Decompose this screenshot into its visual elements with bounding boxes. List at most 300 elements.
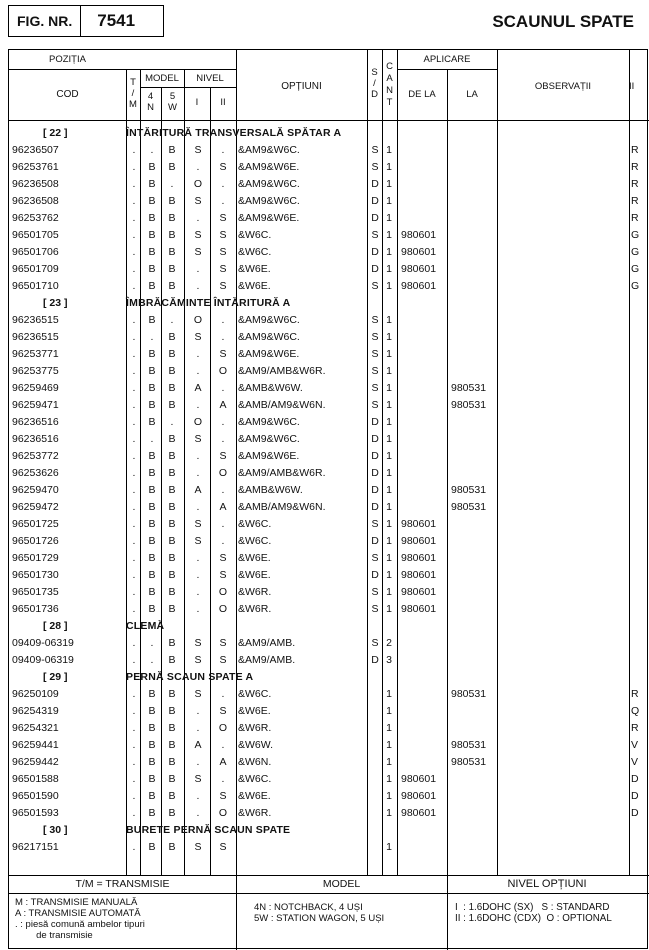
model-5w-cell: B [168, 229, 176, 241]
table-row [9, 686, 649, 703]
table-row [9, 652, 649, 669]
model-5w-cell: B [168, 399, 176, 411]
legend-tm-line: A : TRANSMISIE AUTOMATĂ [15, 908, 141, 919]
transmission-cell: . [132, 603, 136, 615]
table-row [9, 329, 649, 346]
table-row [9, 142, 649, 159]
applies-to-cell: 980531 [451, 399, 487, 411]
table-row [9, 244, 649, 261]
header-4n-digit: 4 [147, 91, 154, 102]
options-cell: &W6N. [238, 756, 272, 768]
quantity-cell: 1 [386, 144, 392, 156]
group-description: CLEMĂ [126, 620, 165, 632]
part-code: 96253772 [12, 450, 59, 462]
options-cell: &W6R. [238, 603, 272, 615]
level-i-cell: O [193, 178, 203, 190]
side-cell: S [371, 399, 379, 411]
quantity-cell: 1 [386, 365, 392, 377]
level-ii-cell: O [218, 722, 228, 734]
legend-nivel-text [455, 902, 612, 924]
header-sd [367, 67, 382, 100]
model-5w-cell: B [168, 722, 176, 734]
applies-from-cell: 980601 [401, 246, 437, 258]
figure-number-box [8, 5, 164, 37]
level-i-cell: A [194, 484, 202, 496]
model-5w-cell: B [168, 161, 176, 173]
parts-table [8, 49, 648, 949]
transmission-cell: . [132, 807, 136, 819]
group-description: ÎMBRĂCĂMINTE ÎNTĂRITURĂ A [126, 297, 291, 309]
options-cell: &AM9&W6C. [238, 178, 300, 190]
transmission-cell: . [132, 552, 136, 564]
quantity-cell: 1 [386, 399, 392, 411]
model-5w-cell: B [168, 552, 176, 564]
table-row [9, 754, 649, 771]
remarks-cell: Q [631, 705, 640, 717]
table-row [9, 703, 649, 720]
model-5w-cell: B [168, 144, 176, 156]
part-code: 96217151 [12, 841, 59, 853]
group-number: [ 30 ] [43, 824, 68, 836]
level-i-cell: . [196, 756, 200, 768]
part-code: 96253771 [12, 348, 59, 360]
table-row [9, 176, 649, 193]
part-code: 09409-06319 [12, 654, 74, 666]
quantity-cell: 1 [386, 246, 392, 258]
options-cell: &W6C. [238, 518, 272, 530]
side-cell: S [371, 382, 379, 394]
side-cell: S [371, 365, 379, 377]
transmission-cell: . [132, 450, 136, 462]
side-cell: D [371, 501, 379, 513]
part-code: 96259442 [12, 756, 59, 768]
transmission-cell: . [132, 467, 136, 479]
quantity-cell: 1 [386, 688, 392, 700]
part-code: 96254321 [12, 722, 59, 734]
quantity-cell: 1 [386, 535, 392, 547]
header-tm-m: M [129, 99, 137, 110]
quantity-cell: 1 [386, 280, 392, 292]
table-row [9, 839, 649, 856]
options-cell: &AM9&W6E. [238, 450, 300, 462]
quantity-cell: 1 [386, 314, 392, 326]
transmission-cell: . [132, 178, 136, 190]
group-number: [ 23 ] [43, 297, 68, 309]
model-4n-cell: . [150, 331, 154, 343]
model-5w-cell: B [168, 365, 176, 377]
level-i-cell: . [196, 348, 200, 360]
model-5w-cell: . [170, 416, 174, 428]
remarks-cell: G [631, 280, 640, 292]
level-ii-cell: A [219, 501, 227, 513]
table-row [9, 567, 649, 584]
part-code: 96259470 [12, 484, 59, 496]
side-cell: S [371, 518, 379, 530]
table-row [9, 414, 649, 431]
transmission-cell: . [132, 331, 136, 343]
model-4n-cell: B [148, 501, 156, 513]
part-code: 96501736 [12, 603, 59, 615]
header-cant-n: N [386, 85, 393, 96]
group-header-row [9, 125, 649, 142]
applies-from-cell: 980601 [401, 535, 437, 547]
side-cell: S [371, 331, 379, 343]
level-ii-cell: O [218, 807, 228, 819]
table-row [9, 159, 649, 176]
side-cell: D [371, 484, 379, 496]
table-row [9, 635, 649, 652]
part-code: 96501593 [12, 807, 59, 819]
quantity-cell: 1 [386, 348, 392, 360]
transmission-cell: . [132, 773, 136, 785]
level-i-cell: S [194, 433, 202, 445]
model-4n-cell: B [148, 722, 156, 734]
part-code: 96254319 [12, 705, 59, 717]
table-row [9, 193, 649, 210]
header-cant-c: C [386, 61, 393, 72]
header-rule [140, 87, 236, 88]
part-code: 96501729 [12, 552, 59, 564]
level-i-cell: A [194, 739, 202, 751]
table-row [9, 261, 649, 278]
level-i-cell: S [194, 229, 202, 241]
options-cell: &AM9&W6E. [238, 161, 300, 173]
model-5w-cell: B [168, 739, 176, 751]
model-4n-cell: B [148, 705, 156, 717]
model-5w-cell: B [168, 603, 176, 615]
header-tm-t: T [130, 77, 136, 88]
level-ii-cell: S [219, 212, 227, 224]
model-4n-cell: B [148, 739, 156, 751]
model-4n-cell: B [148, 773, 156, 785]
group-description: ÎNTĂRITURĂ TRANSVERSALĂ SPĂTAR A [126, 127, 342, 139]
remarks-cell: G [631, 229, 640, 241]
options-cell: &AM9&W6C. [238, 195, 300, 207]
transmission-cell: . [132, 637, 136, 649]
header-observatii: OBSERVAȚII [534, 81, 592, 92]
model-4n-cell: B [148, 280, 156, 292]
level-ii-cell: O [218, 467, 228, 479]
transmission-cell: . [132, 399, 136, 411]
model-4n-cell: B [148, 790, 156, 802]
model-5w-cell: B [168, 535, 176, 547]
model-5w-cell: B [168, 246, 176, 258]
header-optiuni: OPȚIUNI [281, 81, 322, 92]
model-4n-cell: B [148, 178, 156, 190]
quantity-cell: 1 [386, 705, 392, 717]
remarks-cell: R [631, 161, 639, 173]
group-description: PERNĂ SCAUN SPATE A [126, 671, 254, 683]
header-model: MODEL [145, 73, 179, 84]
table-row [9, 465, 649, 482]
side-cell: S [371, 637, 379, 649]
quantity-cell: 1 [386, 790, 392, 802]
level-i-cell: O [193, 416, 203, 428]
level-i-cell: . [196, 365, 200, 377]
side-cell: S [371, 603, 379, 615]
quantity-cell: 1 [386, 161, 392, 173]
header-5w-digit: 5 [169, 91, 176, 102]
quantity-cell: 1 [386, 569, 392, 581]
header-last-col: II [629, 81, 635, 92]
part-code: 96259472 [12, 501, 59, 513]
transmission-cell: . [132, 586, 136, 598]
applies-to-cell: 980531 [451, 756, 487, 768]
level-ii-cell: S [219, 280, 227, 292]
side-cell: D [371, 467, 379, 479]
applies-from-cell: 980601 [401, 807, 437, 819]
part-code: 96501730 [12, 569, 59, 581]
header-rule [9, 120, 649, 121]
group-header-row [9, 295, 649, 312]
level-ii-cell: S [219, 229, 227, 241]
applies-to-cell: 980531 [451, 501, 487, 513]
level-i-cell: . [196, 212, 200, 224]
header-tm-slash: / [131, 88, 135, 99]
remarks-cell: D [631, 807, 639, 819]
level-ii-cell: . [221, 518, 225, 530]
header-nivel-i: I [195, 97, 199, 108]
options-cell: &AMB&W6W. [238, 484, 303, 496]
level-ii-cell: S [219, 705, 227, 717]
header-rule [397, 69, 497, 70]
part-code: 96501726 [12, 535, 59, 547]
applies-from-cell: 980601 [401, 586, 437, 598]
side-cell: S [371, 314, 379, 326]
header-aplicare: APLICARE [423, 54, 471, 65]
level-i-cell: . [196, 552, 200, 564]
table-row [9, 482, 649, 499]
model-4n-cell: B [148, 688, 156, 700]
quantity-cell: 1 [386, 722, 392, 734]
model-5w-cell: . [170, 178, 174, 190]
model-4n-cell: B [148, 467, 156, 479]
level-ii-cell: . [221, 314, 225, 326]
group-description: BURETE PERNĂ SCAUN SPATE [126, 824, 291, 836]
applies-from-cell: 980601 [401, 518, 437, 530]
part-code: 96501588 [12, 773, 59, 785]
level-ii-cell: S [219, 841, 227, 853]
applies-from-cell: 980601 [401, 263, 437, 275]
legend-tm-text [15, 897, 145, 941]
model-5w-cell: B [168, 433, 176, 445]
part-code: 96253775 [12, 365, 59, 377]
part-code: 09409-06319 [12, 637, 74, 649]
transmission-cell: . [132, 739, 136, 751]
level-ii-cell: S [219, 246, 227, 258]
model-4n-cell: B [148, 807, 156, 819]
transmission-cell: . [132, 484, 136, 496]
model-4n-cell: B [148, 416, 156, 428]
remarks-cell: V [631, 739, 639, 751]
header-nivel-ii: II [220, 97, 226, 108]
model-4n-cell: B [148, 161, 156, 173]
quantity-cell: 1 [386, 603, 392, 615]
header-cant-a: A [386, 73, 393, 84]
model-5w-cell: B [168, 569, 176, 581]
options-cell: &W6E. [238, 280, 271, 292]
quantity-cell: 1 [386, 773, 392, 785]
options-cell: &W6E. [238, 705, 271, 717]
header-pozitia: POZIȚIA [49, 54, 86, 65]
transmission-cell: . [132, 212, 136, 224]
model-5w-cell: B [168, 773, 176, 785]
level-ii-cell: O [218, 603, 228, 615]
header-cant-t: T [386, 97, 393, 108]
side-cell: D [371, 195, 379, 207]
options-cell: &AMB/AM9&W6N. [238, 399, 326, 411]
part-code: 96236507 [12, 144, 59, 156]
options-cell: &AM9&W6E. [238, 348, 300, 360]
model-4n-cell: B [148, 518, 156, 530]
legend-model-title: MODEL [322, 878, 361, 890]
table-row [9, 737, 649, 754]
level-i-cell: S [194, 773, 202, 785]
quantity-cell: 1 [386, 382, 392, 394]
figure-number: 7541 [97, 11, 136, 30]
table-row [9, 499, 649, 516]
level-i-cell: S [194, 688, 202, 700]
model-5w-cell: B [168, 263, 176, 275]
model-5w-cell: B [168, 331, 176, 343]
quantity-cell: 1 [386, 552, 392, 564]
quantity-cell: 1 [386, 484, 392, 496]
header-4n-letter: N [147, 102, 154, 113]
model-4n-cell: B [148, 314, 156, 326]
quantity-cell: 1 [386, 841, 392, 853]
quantity-cell: 1 [386, 807, 392, 819]
applies-from-cell: 980601 [401, 552, 437, 564]
table-row [9, 346, 649, 363]
legend-tm-line: de transmisie [15, 930, 93, 941]
quantity-cell: 1 [386, 331, 392, 343]
level-i-cell: A [194, 382, 202, 394]
level-i-cell: . [196, 399, 200, 411]
model-5w-cell: B [168, 518, 176, 530]
transmission-cell: . [132, 654, 136, 666]
transmission-cell: . [132, 501, 136, 513]
options-cell: &AM9&W6C. [238, 144, 300, 156]
quantity-cell: 1 [386, 501, 392, 513]
model-5w-cell: B [168, 688, 176, 700]
level-ii-cell: A [219, 756, 227, 768]
transmission-cell: . [132, 280, 136, 292]
level-ii-cell: S [219, 161, 227, 173]
level-ii-cell: . [221, 178, 225, 190]
options-cell: &W6R. [238, 586, 272, 598]
applies-from-cell: 980601 [401, 603, 437, 615]
options-cell: &W6C. [238, 688, 272, 700]
options-cell: &W6C. [238, 246, 272, 258]
level-ii-cell: . [221, 739, 225, 751]
level-i-cell: S [194, 654, 202, 666]
level-ii-cell: . [221, 773, 225, 785]
group-header-row [9, 822, 649, 839]
legend-model-line: 5W : STATION WAGON, 5 UȘI [254, 913, 385, 924]
level-i-cell: . [196, 280, 200, 292]
quantity-cell: 1 [386, 229, 392, 241]
level-ii-cell: . [221, 416, 225, 428]
side-cell: S [371, 229, 379, 241]
level-ii-cell: . [221, 433, 225, 445]
level-i-cell: S [194, 518, 202, 530]
quantity-cell: 1 [386, 433, 392, 445]
model-5w-cell: B [168, 382, 176, 394]
part-code: 96236508 [12, 195, 59, 207]
applies-from-cell: 980601 [401, 229, 437, 241]
level-i-cell: . [196, 263, 200, 275]
model-4n-cell: B [148, 484, 156, 496]
transmission-cell: . [132, 365, 136, 377]
part-code: 96236515 [12, 331, 59, 343]
side-cell: S [371, 348, 379, 360]
applies-from-cell: 980601 [401, 280, 437, 292]
remarks-cell: D [631, 773, 639, 785]
options-cell: &W6C. [238, 535, 272, 547]
level-ii-cell: S [219, 654, 227, 666]
level-i-cell: . [196, 705, 200, 717]
part-code: 96501710 [12, 280, 59, 292]
side-cell: S [371, 144, 379, 156]
options-cell: &AM9/AMB&W6R. [238, 467, 326, 479]
model-5w-cell: B [168, 654, 176, 666]
level-i-cell: . [196, 807, 200, 819]
model-4n-cell: B [148, 535, 156, 547]
model-5w-cell: B [168, 756, 176, 768]
model-4n-cell: B [148, 603, 156, 615]
level-i-cell: . [196, 161, 200, 173]
quantity-cell: 2 [386, 637, 392, 649]
legend-footer [9, 875, 649, 950]
applies-from-cell: 980601 [401, 790, 437, 802]
options-cell: &W6R. [238, 722, 272, 734]
header-sd-d: D [371, 89, 378, 100]
quantity-cell: 1 [386, 178, 392, 190]
model-5w-cell: B [168, 195, 176, 207]
level-i-cell: S [194, 331, 202, 343]
applies-from-cell: 980601 [401, 773, 437, 785]
footer-rule [9, 893, 649, 894]
options-cell: &W6E. [238, 552, 271, 564]
part-code: 96501706 [12, 246, 59, 258]
header-rule [9, 69, 236, 70]
remarks-cell: R [631, 144, 639, 156]
model-4n-cell: B [148, 263, 156, 275]
header-tm [126, 77, 140, 110]
group-number: [ 28 ] [43, 620, 68, 632]
transmission-cell: . [132, 263, 136, 275]
options-cell: &AM9/AMB. [238, 637, 296, 649]
table-row [9, 397, 649, 414]
transmission-cell: . [132, 722, 136, 734]
model-4n-cell: B [148, 212, 156, 224]
model-4n-cell: . [150, 144, 154, 156]
model-4n-cell: . [150, 637, 154, 649]
legend-model-text [254, 902, 384, 924]
level-i-cell: O [193, 314, 203, 326]
options-cell: &AM9/AMB&W6R. [238, 365, 326, 377]
model-5w-cell: B [168, 501, 176, 513]
side-cell: D [371, 569, 379, 581]
legend-tm-line: M : TRANSMISIE MANUALĂ [15, 897, 138, 908]
model-4n-cell: B [148, 841, 156, 853]
table-row [9, 771, 649, 788]
figure-label: FIG. NR. [9, 6, 81, 36]
level-i-cell: . [196, 790, 200, 802]
legend-nivel-line: II : 1.6DOHC (CDX) O : OPTIONAL [455, 913, 612, 924]
part-code: 96259441 [12, 739, 59, 751]
remarks-cell: R [631, 688, 639, 700]
